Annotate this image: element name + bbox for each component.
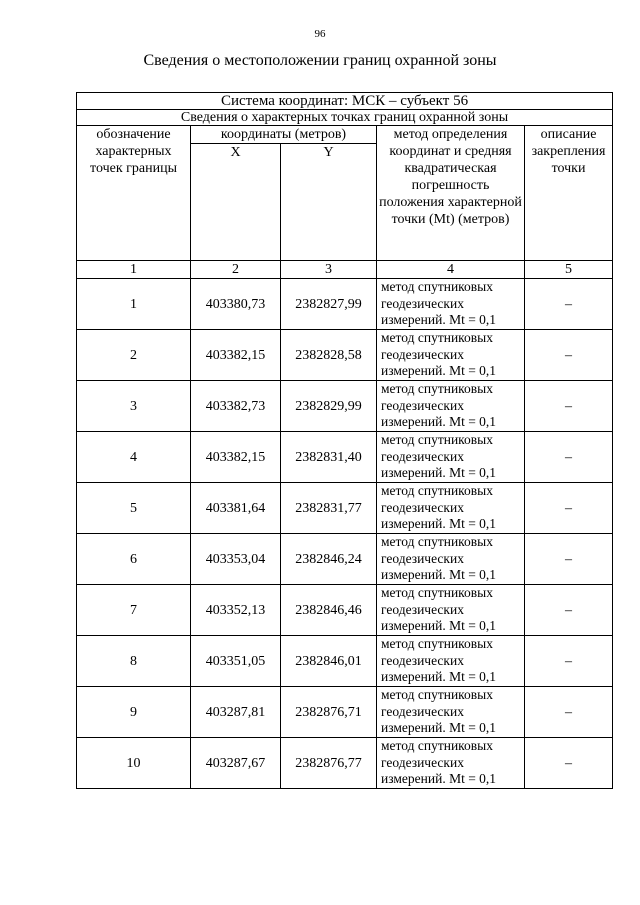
x-coordinate-cell: 403353,04 (191, 534, 281, 585)
y-coordinate-cell: 2382876,77 (281, 738, 377, 789)
point-cell: 9 (77, 687, 191, 738)
column-number-2: 2 (191, 261, 281, 279)
description-cell: – (525, 585, 613, 636)
method-cell: метод спутниковых геодезических измерений. Mt = 0,1 (377, 483, 525, 534)
table-row (77, 585, 613, 636)
column-numbers-row (77, 261, 613, 279)
column-number-4: 4 (377, 261, 525, 279)
coordinate-system-row (77, 93, 613, 110)
method-cell: метод спутниковых геодезических измерений. Mt = 0,1 (377, 738, 525, 789)
method-cell: метод спутниковых геодезических измерений. Mt = 0,1 (377, 585, 525, 636)
description-cell: – (525, 687, 613, 738)
page-number: 96 (314, 28, 326, 40)
table-row (77, 738, 613, 789)
x-coordinate-cell: 403351,05 (191, 636, 281, 687)
document-title: Сведения о местоположении границ охранной зоны (143, 52, 497, 69)
description-cell: – (525, 738, 613, 789)
table-row (77, 381, 613, 432)
table-row (77, 534, 613, 585)
x-coordinate-cell: 403352,13 (191, 585, 281, 636)
description-cell: – (525, 483, 613, 534)
method-cell: метод спутниковых геодезических измерений. Mt = 0,1 (377, 381, 525, 432)
description-cell: – (525, 534, 613, 585)
x-coordinate-cell: 403380,73 (191, 279, 281, 330)
x-coordinate-cell: 403382,73 (191, 381, 281, 432)
point-cell: 1 (77, 279, 191, 330)
description-cell: – (525, 636, 613, 687)
x-coordinate-cell: 403382,15 (191, 330, 281, 381)
boundary-points-table (76, 92, 613, 789)
method-cell: метод спутниковых геодезических измерений. Mt = 0,1 (377, 687, 525, 738)
y-coordinate-cell: 2382846,24 (281, 534, 377, 585)
point-cell: 2 (77, 330, 191, 381)
header-y: Y (281, 144, 377, 261)
y-coordinate-cell: 2382827,99 (281, 279, 377, 330)
y-coordinate-cell: 2382829,99 (281, 381, 377, 432)
description-cell: – (525, 381, 613, 432)
method-cell: метод спутниковых геодезических измерений. Mt = 0,1 (377, 636, 525, 687)
table-row (77, 330, 613, 381)
x-coordinate-cell: 403287,67 (191, 738, 281, 789)
point-cell: 3 (77, 381, 191, 432)
header-coordinates: координаты (метров) (191, 126, 377, 144)
table-row (77, 687, 613, 738)
y-coordinate-cell: 2382846,01 (281, 636, 377, 687)
table-row (77, 483, 613, 534)
header-row (77, 126, 613, 144)
y-coordinate-cell: 2382828,58 (281, 330, 377, 381)
y-coordinate-cell: 2382846,46 (281, 585, 377, 636)
point-cell: 8 (77, 636, 191, 687)
coordinate-system-cell: Система координат: МСК – субъект 56 (77, 93, 613, 110)
column-number-1: 1 (77, 261, 191, 279)
y-coordinate-cell: 2382831,40 (281, 432, 377, 483)
header-description: описание закрепления точки (525, 126, 613, 261)
header-point-designation: обозначение характерных точек границы (77, 126, 191, 261)
y-coordinate-cell: 2382831,77 (281, 483, 377, 534)
table-row (77, 636, 613, 687)
method-cell: метод спутниковых геодезических измерений. Mt = 0,1 (377, 330, 525, 381)
column-number-5: 5 (525, 261, 613, 279)
section-title-row (77, 110, 613, 126)
point-cell: 10 (77, 738, 191, 789)
method-cell: метод спутниковых геодезических измерений. Mt = 0,1 (377, 432, 525, 483)
x-coordinate-cell: 403287,81 (191, 687, 281, 738)
description-cell: – (525, 279, 613, 330)
point-cell: 4 (77, 432, 191, 483)
point-cell: 6 (77, 534, 191, 585)
method-cell: метод спутниковых геодезических измерений. Mt = 0,1 (377, 534, 525, 585)
description-cell: – (525, 330, 613, 381)
table-row (77, 279, 613, 330)
x-coordinate-cell: 403382,15 (191, 432, 281, 483)
method-cell: метод спутниковых геодезических измерений. Mt = 0,1 (377, 279, 525, 330)
column-number-3: 3 (281, 261, 377, 279)
header-method: метод определения координат и средняя квадратическая погрешность положения характерной точки (Mt) (метров) (377, 126, 525, 261)
description-cell: – (525, 432, 613, 483)
y-coordinate-cell: 2382876,71 (281, 687, 377, 738)
point-cell: 5 (77, 483, 191, 534)
point-cell: 7 (77, 585, 191, 636)
section-title-cell: Сведения о характерных точках границ охранной зоны (77, 110, 613, 126)
table-row (77, 432, 613, 483)
header-x: X (191, 144, 281, 261)
x-coordinate-cell: 403381,64 (191, 483, 281, 534)
